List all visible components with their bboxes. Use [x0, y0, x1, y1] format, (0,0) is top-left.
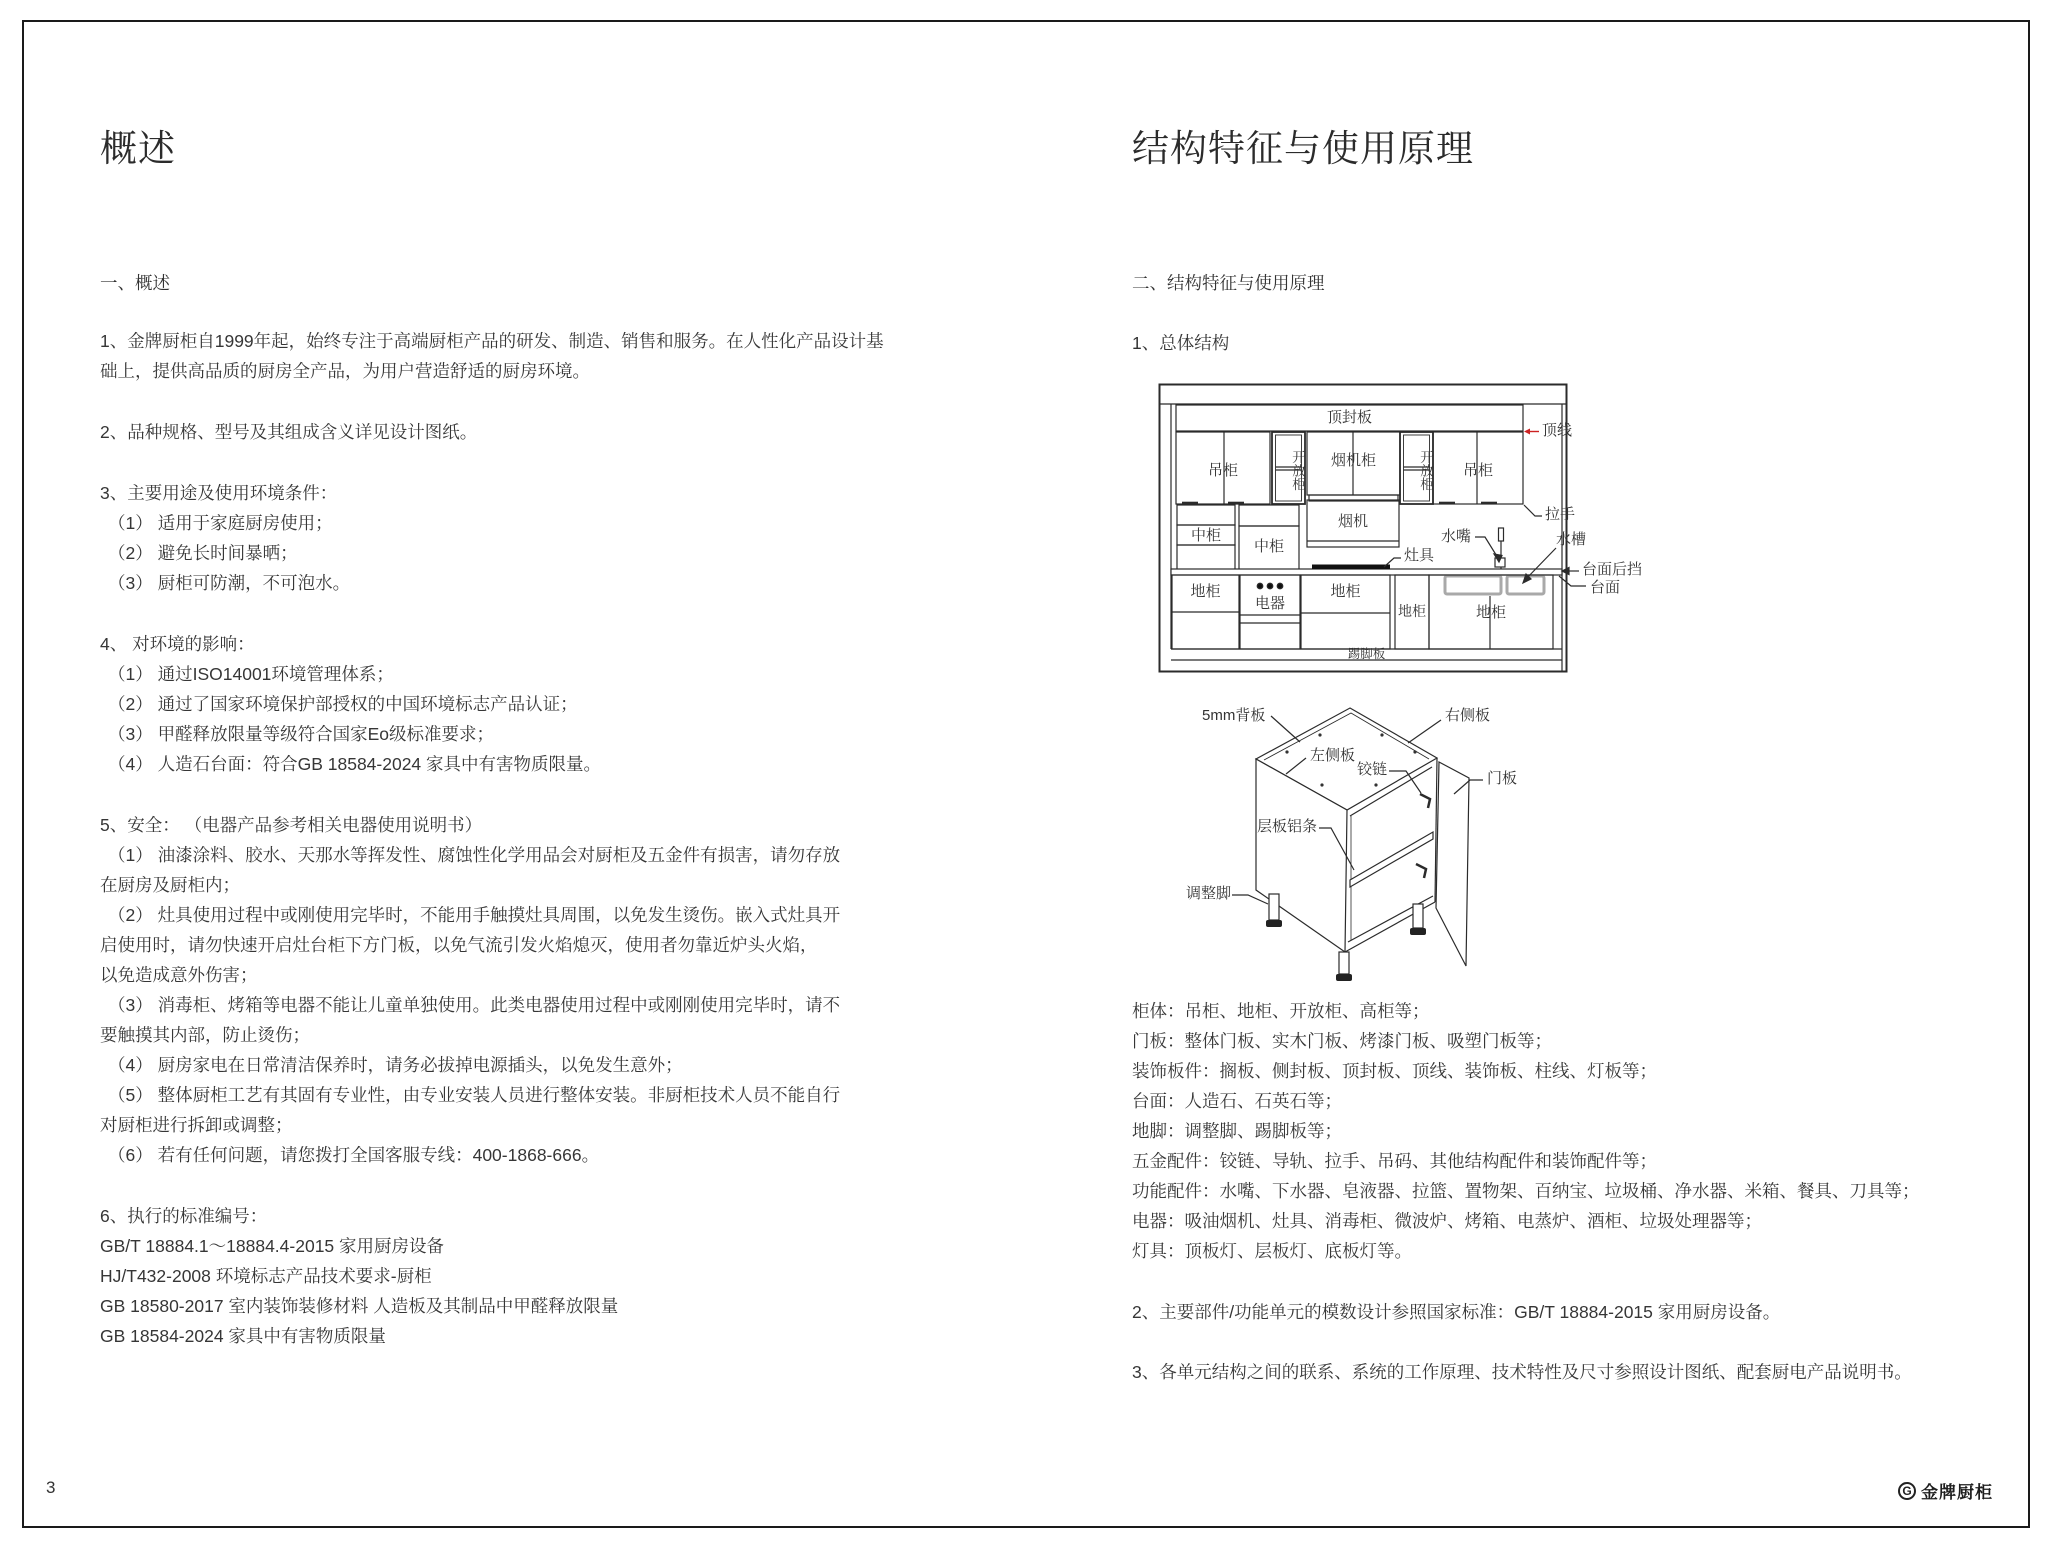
text-line: 1、金牌厨柜自1999年起，始终专注于高端厨柜产品的研发、制造、销售和服务。在人性化产品设计基: [100, 331, 884, 351]
label-hinge: 铰链: [1357, 761, 1388, 778]
note-modular-design: 2、主要部件/功能单元的模数设计参照国家标准：GB/T 18884-2015 家用厨房设备。: [1132, 1302, 1781, 1322]
component-line: 电器：吸油烟机、灶具、消毒柜、微波炉、烤箱、电蒸炉、酒柜、垃圾处理器等；: [1132, 1211, 1762, 1231]
label-appliance: 电器: [1254, 595, 1285, 612]
paragraph-block: [100, 1201, 760, 1351]
paragraph-block: [100, 810, 841, 1170]
brand-name: 金牌厨柜: [1921, 1483, 1993, 1502]
cabinet-3d-diagram: [1170, 690, 1540, 990]
text-line: （3） 厨柜可防潮，不可泡水。: [108, 573, 351, 593]
text-line: （6） 若有任何问题，请您拨打全国客服专线：400-1868-666。: [108, 1145, 600, 1165]
label-wall-cabinet-left: 吊柜: [1207, 462, 1238, 479]
component-line: 台面：人造石、石英石等；: [1132, 1091, 1342, 1111]
text-line: （2） 通过了国家环境保护部授权的中国环境标志产品认证；: [108, 694, 578, 714]
text-line: HJ/T432-2008 环境标志产品技术要求-厨柜: [100, 1266, 432, 1286]
text-line: 启使用时，请勿快速开启灶台柜下方门板，以免气流引发火焰熄灭，使用者勿靠近炉头火焰，: [100, 935, 818, 955]
cabinet-3d-drawing: [1170, 690, 1540, 990]
label-handle: 拉手: [1545, 506, 1576, 523]
left-section-heading: 一、概述: [100, 273, 170, 293]
component-line: 灯具：顶板灯、层板灯、底板灯等。: [1132, 1241, 1412, 1261]
label-base-cabinet-2: 地柜: [1330, 583, 1361, 600]
component-line: 功能配件：水嘴、下水器、皂液器、拉篮、置物架、百纳宝、垃圾桶、净水器、米箱、餐具、刀具等；: [1132, 1181, 1920, 1201]
label-wall-cabinet-right: 吊柜: [1462, 462, 1493, 479]
label-adjust-foot: 调整脚: [1186, 885, 1232, 902]
shelf-aluminum-strip-shape: [1350, 832, 1433, 887]
component-line: 地脚：调整脚、踢脚板等；: [1132, 1121, 1342, 1141]
hinge-top-shape: [1420, 794, 1430, 808]
text-line: GB 18584-2024 家具中有害物质限量: [100, 1326, 386, 1346]
text-line: 以免造成意外伤害；: [100, 965, 258, 985]
text-line: （3） 甲醛释放限量等级符合国家Eo级标准要求；: [108, 724, 494, 744]
page-number: 3: [46, 1478, 56, 1497]
note-unit-structure: 3、各单元结构之间的联系、系统的工作原理、技术特性及尺寸参照设计图纸、配套厨电产品说明书。: [1132, 1362, 1912, 1382]
brand-logo: [1898, 1478, 1993, 1503]
label-top-seal-panel: 顶封板: [1326, 409, 1372, 426]
text-line: （1） 通过ISO14001环境管理体系；: [108, 664, 394, 684]
component-line: 门板：整体门板、实木门板、烤漆门板、吸塑门板等；: [1132, 1031, 1552, 1051]
kitchen-elevation-diagram: [1158, 383, 1650, 675]
text-line: 6、执行的标准编号：: [100, 1206, 268, 1226]
right-page-title: 结构特征与使用原理: [1132, 128, 1474, 169]
label-door-panel: 门板: [1487, 770, 1518, 787]
label-sink: 水槽: [1556, 531, 1587, 548]
label-countertop: 台面: [1590, 579, 1621, 596]
label-shelf-strip: 层板铝条: [1257, 818, 1318, 835]
label-mid-cabinet-1: 中柜: [1190, 527, 1221, 544]
text-line: 要触摸其内部，防止烫伤；: [100, 1025, 310, 1045]
text-line: （2） 避免长时间暴晒；: [108, 543, 298, 563]
paragraph-block: [100, 478, 760, 598]
brand-logo-icon: G: [1898, 1482, 1916, 1500]
text-line: 对厨柜进行拆卸或调整；: [100, 1115, 293, 1135]
text-line: 3、主要用途及使用环境条件：: [100, 483, 338, 503]
left-page-title: 概述: [100, 128, 176, 169]
left-text-column: [100, 326, 884, 1351]
text-line: （4） 人造石台面：符合GB 18584-2024 家具中有害物质限量。: [108, 754, 602, 774]
label-kick-board: 踢脚板: [1347, 647, 1386, 661]
text-line: （2） 灶具使用过程中或刚使用完毕时，不能用手触摸灶具周围，以免发生烫伤。嵌入式灶具开: [108, 905, 841, 925]
label-range-hood: 烟机: [1337, 513, 1368, 530]
label-open-cabinet-left: 开放柜: [1290, 449, 1305, 491]
label-hood-cabinet: 烟机柜: [1330, 452, 1376, 469]
paragraph-block: [100, 326, 884, 386]
text-line: 4、 对环境的影响：: [100, 634, 255, 654]
text-line: （4） 厨房家电在日常清洁保养时，请务必拔掉电源插头，以免发生意外；: [108, 1055, 683, 1075]
text-line: 2、品种规格、型号及其组成含义详见设计图纸。: [100, 422, 478, 442]
text-line: 在厨房及厨柜内；: [100, 875, 240, 895]
label-base-cabinet-3: 地柜: [1398, 603, 1426, 619]
paragraph-block: [100, 417, 760, 447]
label-right-side-panel: 右侧板: [1445, 707, 1491, 724]
text-line: （3） 消毒柜、烤箱等电器不能让儿童单独使用。此类电器使用过程中或刚刚使用完毕时，请不: [108, 995, 841, 1015]
label-base-cabinet-4: 地柜: [1475, 604, 1506, 621]
label-cooktop: 灶具: [1404, 547, 1435, 564]
right-section-heading: 二、结构特征与使用原理: [1132, 273, 1325, 293]
top-line-arrow: [1524, 429, 1539, 435]
label-open-cabinet-right: 开放柜: [1418, 449, 1433, 491]
label-left-side-panel: 左侧板: [1310, 747, 1356, 764]
label-back-panel: 5mm背板: [1202, 707, 1266, 724]
right-subheading: 1、总体结构: [1132, 333, 1230, 353]
hinge-bottom-shape: [1416, 864, 1426, 878]
component-line: 装饰板件：搁板、侧封板、顶封板、顶线、装饰板、柱线、灯板等；: [1132, 1061, 1657, 1081]
label-mid-cabinet-2: 中柜: [1253, 538, 1284, 555]
component-line: 柜体：吊柜、地柜、开放柜、高柜等；: [1132, 1001, 1430, 1021]
text-line: （5） 整体厨柜工艺有其固有专业性，由专业安装人员进行整体安装。非厨柜技术人员不能自行: [108, 1085, 841, 1105]
component-list: [1132, 996, 1920, 1266]
text-line: GB/T 18884.1～18884.4-2015 家用厨房设备: [100, 1236, 445, 1256]
cooktop-shape: [1312, 565, 1390, 570]
text-line: （1） 油漆涂料、胶水、天那水等挥发性、腐蚀性化学用品会对厨柜及五金件有损害，请勿存放: [108, 845, 841, 865]
text-line: 础上，提供高品质的厨房全产品，为用户营造舒适的厨房环境。: [100, 361, 590, 381]
label-top-line: 顶线: [1542, 422, 1573, 439]
faucet-shape: [1495, 528, 1505, 569]
component-line: 五金配件：铰链、导轨、拉手、吊码、其他结构配件和装饰配件等；: [1132, 1151, 1657, 1171]
text-line: 5、安全： （电器产品参考相关电器使用说明书）: [100, 815, 483, 835]
label-counter-backsplash: 台面后挡: [1582, 561, 1643, 578]
text-line: GB 18580-2017 室内装饰装修材料 人造板及其制品中甲醛释放限量: [100, 1296, 619, 1316]
label-base-cabinet-1: 地柜: [1190, 583, 1221, 600]
cabinet-door-open: [1416, 762, 1469, 966]
label-faucet: 水嘴: [1441, 528, 1472, 545]
text-line: （1） 适用于家庭厨房使用；: [108, 513, 333, 533]
paragraph-block: [100, 629, 760, 779]
